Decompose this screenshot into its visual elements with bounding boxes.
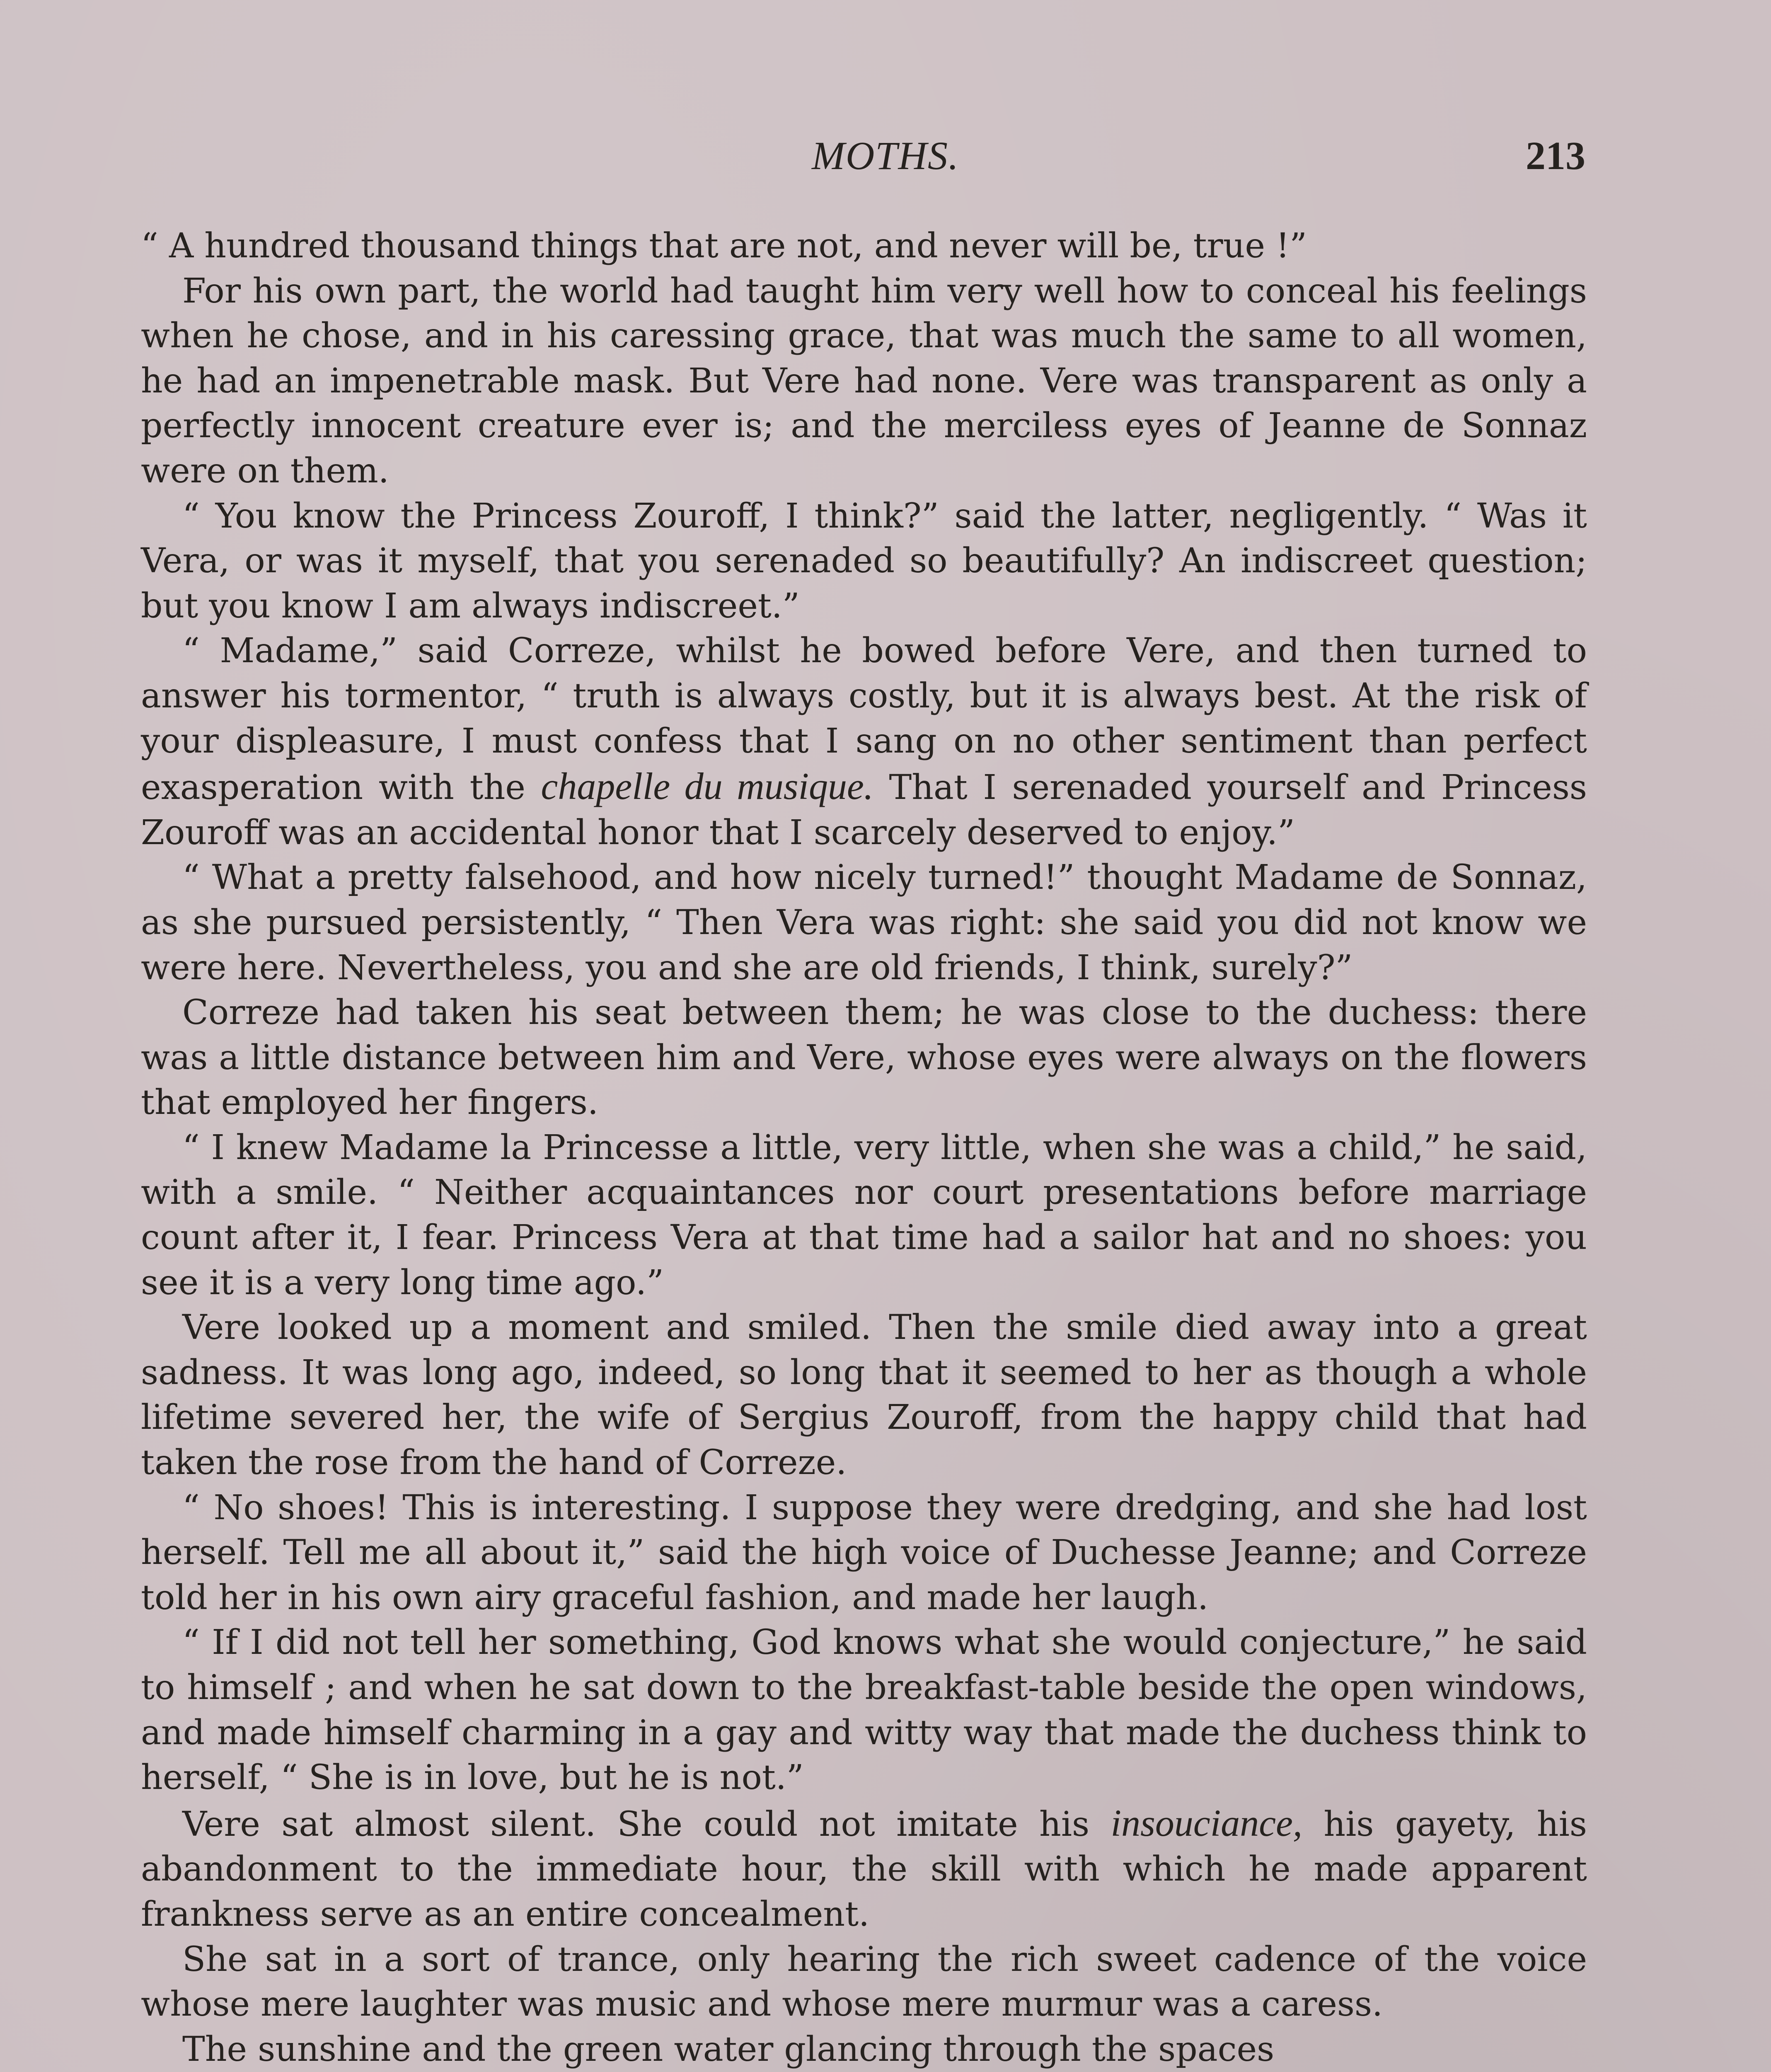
text-run: “ If I did not tell her something, God knows what she would conjecture,” he said to himself ; and when he sat down to the breakfast-table beside the open windows, and made himself charming in a gay and witty way that made the duchess think to herself, “ She is in love, but he is not.” (141, 1623, 1587, 1798)
paragraph (141, 494, 1587, 629)
body-text (141, 224, 1587, 2072)
paragraph (141, 1937, 1587, 2027)
text-run: Vere looked up a moment and smiled. Then the smile died away into a great sadness. It was long ago, indeed, so long that it seemed to her as though a whole lifetime severed her, the wife of Sergius Zouroff, from the happy child that had taken the rose from the hand of Correze. (141, 1308, 1587, 1483)
text-run: “ A hundred thousand things that are not, and never will be, true !” (141, 226, 1307, 266)
paragraph (141, 990, 1587, 1126)
text-run: Vere sat almost silent. She could not imitate his (182, 1804, 1111, 1844)
page-number: 213 (1526, 133, 1585, 178)
paragraph (141, 1620, 1587, 1800)
paragraph (141, 2027, 1587, 2072)
paragraph (141, 1305, 1587, 1485)
paragraph (141, 629, 1587, 855)
paragraph (141, 269, 1587, 494)
text-run: “ Madame,” said Correze, whilst he bowed before Vere, and then turned to answer his tormentor, “ truth is always costly, but it is always best. At the risk of your displeasure, I must confess that I sang on no other sentiment than perfect exasperation with the (141, 631, 1587, 808)
running-title: MOTHS. (811, 133, 959, 178)
text-run: “ What a pretty falsehood, and how nicely turned!” thought Madame de Sonnaz, as she pursued persistently, “ Then Vera was right: she said you did not know we were here. Nevertheless, you and she are old friends, I think, surely?” (141, 858, 1587, 988)
paragraph (141, 1486, 1587, 1621)
italic-text: chapelle du musique. (541, 765, 873, 808)
text-run: “ No shoes! This is interesting. I suppose they were dredging, and she had lost herself. Tell me all about it,” said the high voice of Duchesse Jeanne; and Correze told her in his own airy graceful fashion, and made her laugh. (141, 1488, 1587, 1617)
paragraph (141, 1126, 1587, 1305)
text-run: For his own part, the world had taught him very well how to conceal his feelings when he chose, and in his caressing grace, that was much the same to all women, he had an impenetrable mask. But Vere had none. Vere was transparent as only a perfectly innocent creature ever is; and the merciless eyes of Jeanne de Sonnaz were on them. (141, 271, 1587, 491)
page-header (0, 124, 1771, 182)
italic-text: insouciance, (1111, 1801, 1302, 1844)
paragraph (141, 224, 1587, 269)
text-run: “ I knew Madame la Princesse a little, very little, when she was a child,” he said, with a smile. “ Neither acquaintances nor court presentations before marriage count after it, I fear. Princess Vera at that time had a sailor hat and no shoes: you see it is a very long time ago.” (141, 1128, 1587, 1302)
paragraph (141, 1801, 1587, 1937)
text-run: The sunshine and the green water glancing through the spaces (182, 2029, 1275, 2069)
text-run: She sat in a sort of trance, only hearing the rich sweet cadence of the voice whose mere laughter was music and whose mere murmur was a caress. (141, 1939, 1587, 2024)
text-run: his gayety, his abandonment to the immediate hour, the skill with which he made apparent frankness serve as an entire concealment. (141, 1804, 1587, 1934)
text-run: “ You know the Princess Zouroff, I think?” said the latter, negligently. “ Was it Vera, or was it myself, that you serenaded so beautifully? An indiscreet question; but you know I am always indiscreet.” (141, 496, 1587, 626)
text-run: Correze had taken his seat between them; he was close to the duchess: there was a little distance between him and Vere, whose eyes were always on the flowers that employed her fingers. (141, 993, 1587, 1123)
text-run: That I serenaded yourself and Princess Zouroff was an accidental honor that I scarcely deserved to enjoy.” (141, 768, 1587, 852)
paragraph (141, 855, 1587, 990)
